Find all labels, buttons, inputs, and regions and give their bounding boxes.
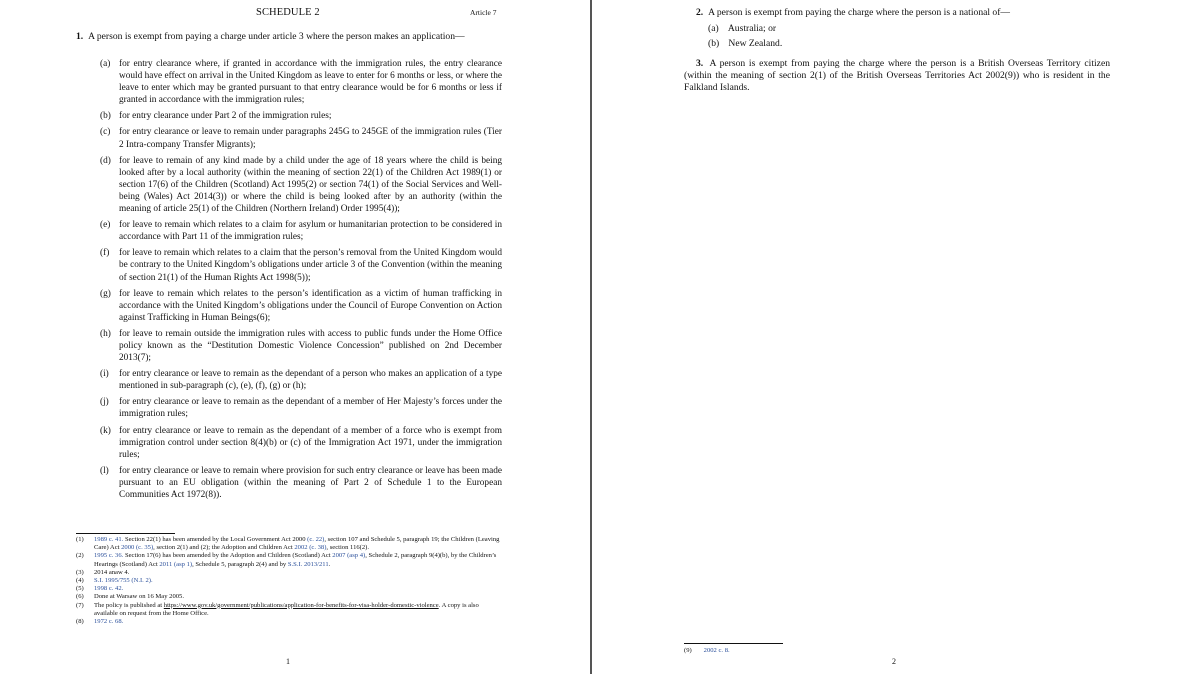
sub-paragraph-label: (d) [100,155,111,166]
sub-paragraph-item [100,58,502,106]
sub-paragraph-item [100,110,502,122]
footnote-link[interactable]: S.S.I. 2013/211 [287,560,329,568]
sub-paragraph-item [100,396,502,420]
footnote-link[interactable]: 2007 (asp 4) [332,552,366,560]
sub-paragraph-text: for leave to remain which relates to a claim for asylum or humanitarian protection to be considered in accordance with Part 11 of the immigration rules; [119,220,502,243]
sub-paragraph-item [100,126,502,150]
footnote-rule [684,643,783,644]
paragraph-text: A person is exempt from paying a charge under article 3 where the person makes an application— [88,31,465,42]
footnote [76,577,504,585]
footnote-url[interactable]: https://www.gov.uk/government/publications/application-for-benefits-for-visa-holder-domestic-violence [163,601,439,609]
footnote-link[interactable]: 2000 (c. 35) [121,544,154,552]
sub-paragraph-list [100,58,502,505]
footnote [76,618,504,626]
footnote-text: . A copy is also available on request from the Home Office. [94,601,479,617]
schedule-title: SCHEDULE 2 [256,7,320,18]
sub-paragraph-label: (k) [100,425,111,436]
sub-paragraph-text: for entry clearance or leave to remain as the dependant of a member of a force who is exempt from immigration control under section 8(4)(b) or (c) of the Immigration Act 1971, under the immigration rules; [119,425,502,460]
sub-paragraph-label: (a) [100,59,111,69]
paragraph-2 [696,7,1126,19]
sub-paragraph-label: (b) [708,38,720,49]
footnote-text: , Schedule 5, paragraph 2(4) and by [192,560,288,568]
sub-paragraph-text: New Zealand. [728,38,783,49]
paragraph-number: 3. [696,58,704,69]
footnote-text: The policy is published at [94,601,164,609]
footnote-number: (6) [76,593,84,601]
sub-paragraph-text: for leave to remain outside the immigration rules with access to public funds under the Home Office policy known as the “Destitution Domestic Violence Concession” published on 2nd December 2013(7); [119,328,502,364]
footnote [76,569,504,577]
footnote-number: (7) [76,601,84,609]
sub-paragraph-item [100,247,502,283]
sub-paragraph-item [100,328,502,364]
sub-paragraph-text: for entry clearance under Part 2 of the immigration rules; [119,111,332,122]
paragraph-1 [76,31,506,43]
paragraph-3 [684,58,1110,94]
footnote-text: , section 116(2). [326,544,370,552]
footnote-number: (9) [684,647,692,654]
sub-paragraph-label: (j) [100,397,109,408]
footnote [76,536,504,552]
page-number: 2 [892,657,896,666]
footnote-link[interactable]: 1998 c. 42. [94,585,124,593]
article-reference: Article 7 [470,8,497,17]
sub-paragraph-label: (g) [100,288,111,299]
sub-paragraph-item [100,368,502,392]
footnote [76,585,504,593]
sub-paragraph-label: (i) [100,369,109,380]
sub-paragraph-item [100,288,502,324]
footnotes [76,536,504,626]
sub-paragraph-label: (f) [100,248,110,259]
footnote-text: . [328,560,331,568]
footnote-text: , section 107 and Schedule 5, paragraph 19; the Children (Leaving Care) Act [94,536,500,552]
footnote-text: 2014 anaw 4. [94,568,130,576]
footnote [684,647,730,655]
footnote-number: (8) [76,618,84,626]
sub-paragraph-b [708,38,782,50]
footnote-number: (3) [76,568,84,576]
sub-paragraph-label: (l) [100,465,109,476]
footnote-link[interactable]: (c. 22) [307,536,325,543]
footnote [76,593,504,601]
footnote-text: Done at Warsaw on 16 May 2005. [94,593,184,601]
sub-paragraph-text: Australia; or [727,23,777,34]
sub-paragraph-item [100,465,502,501]
page-number: 1 [286,657,290,666]
footnote-text: Section 17(6) has been amended by the Adoption and Children (Scotland) Act [123,552,333,560]
footnote-link[interactable]: 2002 c. 8. [703,647,730,654]
footnote-rule [76,533,175,534]
footnote-link[interactable]: 1972 c. 68. [94,618,124,626]
sub-paragraph-label: (b) [100,111,111,122]
sub-paragraph-text: for leave to remain which relates to the person’s identification as a victim of human trafficking in accordance with the United Kingdom’s obligations under the Council of Europe Convention on Action against Trafficking in Human Beings(6); [119,288,502,323]
footnote-link[interactable]: S.I. 1995/755 (N.I. 2). [94,577,153,585]
paragraph-number: 2. [696,7,704,18]
footnote-link[interactable]: 2002 (c. 38) [294,544,327,552]
footnote-number: (2) [76,552,84,560]
footnote [76,602,504,618]
sub-paragraph-label: (a) [708,23,719,34]
sub-paragraph-text: for entry clearance or leave to remain as the dependant of a person who makes an application of a type mentioned in sub-paragraph (c), (e), (f), (g) or (h); [119,369,502,392]
paragraph-text: A person is exempt from paying the charge where the person is a British Overseas Territory citizen (within the meaning of section 2(1) of the British Overseas Territories Act 2002(9)) who is resident in the Falkland Islands. [684,58,1110,93]
footnote-text: Section 22(1) has been amended by the Local Government Act 2000 [123,536,308,543]
sub-paragraph-text: for entry clearance or leave to remain as the dependant of a member of Her Majesty’s forces under the immigration rules; [119,397,502,420]
footnote [76,552,504,568]
sub-paragraph-label: (e) [100,220,111,231]
footnote-link[interactable]: 1989 c. 41. [94,536,124,543]
sub-paragraph-item [100,425,502,461]
footnote-number: (1) [76,536,84,543]
footnote-number: (4) [76,577,84,585]
sub-paragraph-label: (c) [100,127,111,138]
sub-paragraph-text: for entry clearance or leave to remain where provision for such entry clearance or leave has been made pursuant to an EU obligation (within the meaning of Part 2 of Schedule 1 to the European Communities Act 1972(8)). [119,465,502,500]
footnote-number: (5) [76,585,84,593]
footnote-link[interactable]: 2011 (asp 1) [159,560,193,568]
sub-paragraph-a [708,23,776,35]
footnote-text: , Schedule 2, paragraph 9(4)(b), by the Children’s Hearings (Scotland) Act [94,552,497,568]
paragraph-number: 1. [76,31,84,42]
sub-paragraph-text: for entry clearance or leave to remain under paragraphs 245G to 245GE of the immigration rules (Tier 2 Intra-company Transfer Migrants); [119,127,502,150]
page-2 [592,0,1178,674]
footnote-link[interactable]: 1995 c. 36. [94,552,124,560]
sub-paragraph-text: for leave to remain which relates to a claim that the person’s removal from the United Kingdom would be contrary to the United Kingdom’s obligations under article 3 of the Convention (within the meaning of section 21(1) of the Human Rights Act 1998(5)); [119,248,502,283]
sub-paragraph-item [100,155,502,215]
paragraph-text: A person is exempt from paying the charge where the person is a national of— [708,7,1011,18]
sub-paragraph-label: (h) [100,328,111,339]
sub-paragraph-item [100,219,502,243]
sub-paragraph-text: for leave to remain of any kind made by a child under the age of 18 years where the child is being looked after by a local authority (within the meaning of section 22(1) of the Children Act 1989(1) or section 17(6) of the Children (Scotland) Act 1995(2) or section 74(1) of the Social Services and Well-being (Wales) Act 2014(3)) or where the child is being looked after by an authority (within the meaning of article 25(1) of the Children (Northern Ireland) Order 1995(4)); [119,155,502,215]
footnote-text: , section 2(1) and (2); the Adoption and Children Act [153,544,295,552]
sub-paragraph-text: for entry clearance where, if granted in accordance with the immigration rules, the entry clearance would have effect on arrival in the United Kingdom as leave to enter for 6 months or less, or where the leave to enter which may be granted pursuant to that entry clearance would be for 6 months or less if granted in accordance with the immigration rules; [119,59,502,106]
